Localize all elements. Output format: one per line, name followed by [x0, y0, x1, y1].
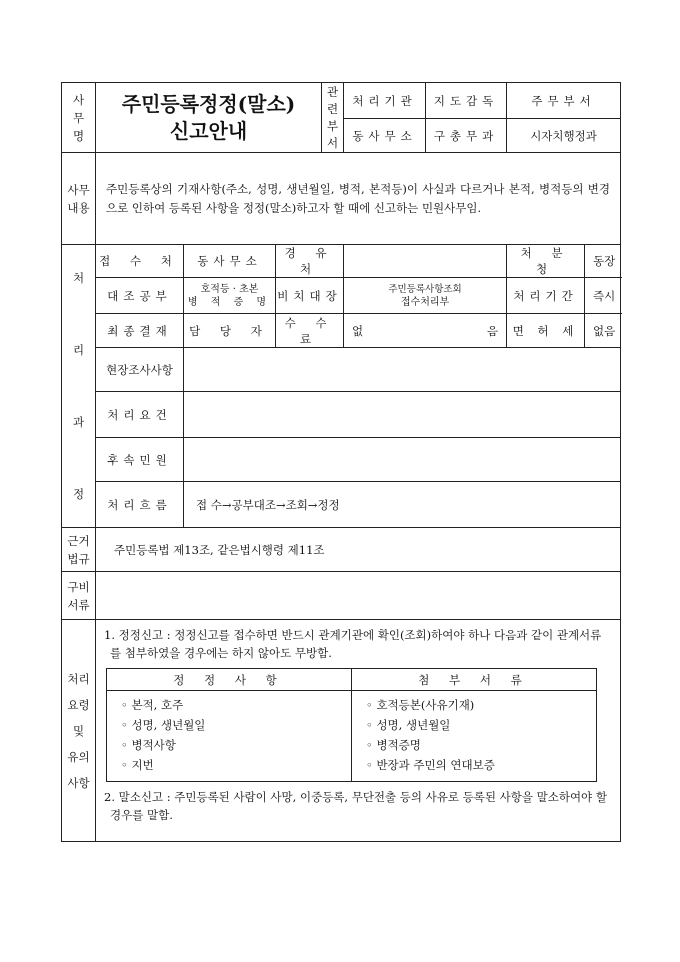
notes-label: 처리 요령 및 유의 사항 [62, 620, 96, 842]
list-item: ◦ 병적사항 [121, 735, 351, 755]
note-item-2: 2. 말소신고 : 주민등록된 사람이 사망, 이중등록, 무단전출 등의 사유로 등록된 사항을 말소하여야 할 경우를 말함. [104, 790, 607, 822]
page-title [96, 83, 322, 153]
correction-items-list [107, 691, 351, 781]
license-tax-label: 면 허 세 [507, 314, 585, 348]
site-survey-label: 현장조사사항 [96, 348, 184, 392]
value-processing-agency: 동사무소 [344, 119, 426, 153]
processing-period-value: 즉 시 [585, 278, 621, 314]
via-label: 경 유 처 [276, 245, 344, 278]
disposition-value: 동 장 [585, 245, 621, 278]
via-value [344, 245, 507, 278]
disposition-label: 처 분 청 [507, 245, 585, 278]
site-survey-value [184, 348, 621, 392]
list-item: ◦ 성명, 생년월일 [366, 715, 596, 735]
list-item: ◦ 지번 [121, 755, 351, 775]
follow-up-label: 후속민원 [96, 438, 184, 482]
list-item: ◦ 반장과 주민의 연대보증 [366, 755, 596, 775]
register-value: 주민등록사항조회 접수처리부 [344, 278, 507, 314]
flow-value: 접 수→공부대조→조회→정정 [184, 482, 621, 528]
processing-period-label: 처리기간 [507, 278, 585, 314]
col-supervision: 지도감독 [426, 83, 507, 119]
final-approval-label: 최종결재 [96, 314, 184, 348]
title-line2: 신고안내 [169, 118, 248, 143]
license-tax-value: 없 음 [585, 314, 621, 348]
col-main-dept: 주무부서 [507, 83, 621, 119]
reception-value: 동사무소 [184, 245, 276, 278]
value-main-dept: 시자치행정과 [507, 119, 621, 153]
correction-items-header: 정 정 사 항 [107, 669, 352, 691]
register-label: 비치대장 [276, 278, 344, 314]
final-approval-value: 담 당 자 [184, 314, 276, 348]
header-side-label: 사 무 명 [62, 83, 96, 153]
notes-body [96, 620, 621, 842]
related-dept-label: 관 련 부 서 [322, 83, 344, 153]
content-text: 주민등록상의 기재사항(주소, 성명, 생년월일, 병적, 본적등)이 사실과 다르거나 본적, 병적등의 변경으로 인하여 등록된 사항을 정정(말소)하고자 할 때에 신고하는 민원사무임. [96, 153, 621, 245]
title-line1: 주민등록정정(말소) [121, 91, 296, 116]
note-item-1: 1. 정정신고 : 정정신고를 접수하면 반드시 관계기관에 확인(조회)하여야 하나 다음과 같이 관계서류를 첨부하였을 경우에는 하지 않아도 무방함. [104, 628, 602, 660]
fee-label: 수 수 료 [276, 314, 344, 348]
col-processing-agency: 처리기관 [344, 83, 426, 119]
requirements-label: 처리요건 [96, 392, 184, 438]
list-item: ◦ 호적등본(사유기재) [366, 695, 596, 715]
reception-label: 접 수 처 [96, 245, 184, 278]
attachment-docs-cell [352, 691, 597, 782]
guide-table [61, 82, 621, 842]
process-label: 처 리 과 정 [62, 245, 96, 528]
value-supervision: 구총무과 [426, 119, 507, 153]
correction-items-cell [107, 691, 352, 782]
list-item: ◦ 병적증명 [366, 735, 596, 755]
documents-label: 구비 서류 [62, 572, 96, 620]
content-label: 사무 내용 [62, 153, 96, 245]
attachments-table [106, 668, 597, 782]
attachment-docs-header: 첨 부 서 류 [352, 669, 597, 691]
list-item: ◦ 성명, 생년월일 [121, 715, 351, 735]
basis-label: 근거 법규 [62, 528, 96, 572]
basis-text: 주민등록법 제13조, 같은법시행령 제11조 [96, 528, 621, 572]
requirements-value [184, 392, 621, 438]
compare-records-value: 호적등 · 초본 병 적 증 명 [184, 278, 276, 314]
documents-value [96, 572, 621, 620]
attachment-docs-list [352, 691, 596, 781]
list-item: ◦ 본적, 호주 [121, 695, 351, 715]
flow-label: 처리흐름 [96, 482, 184, 528]
fee-value: 없 음 [344, 314, 507, 348]
form-page [61, 82, 620, 842]
follow-up-value [184, 438, 621, 482]
compare-records-label: 대조공부 [96, 278, 184, 314]
